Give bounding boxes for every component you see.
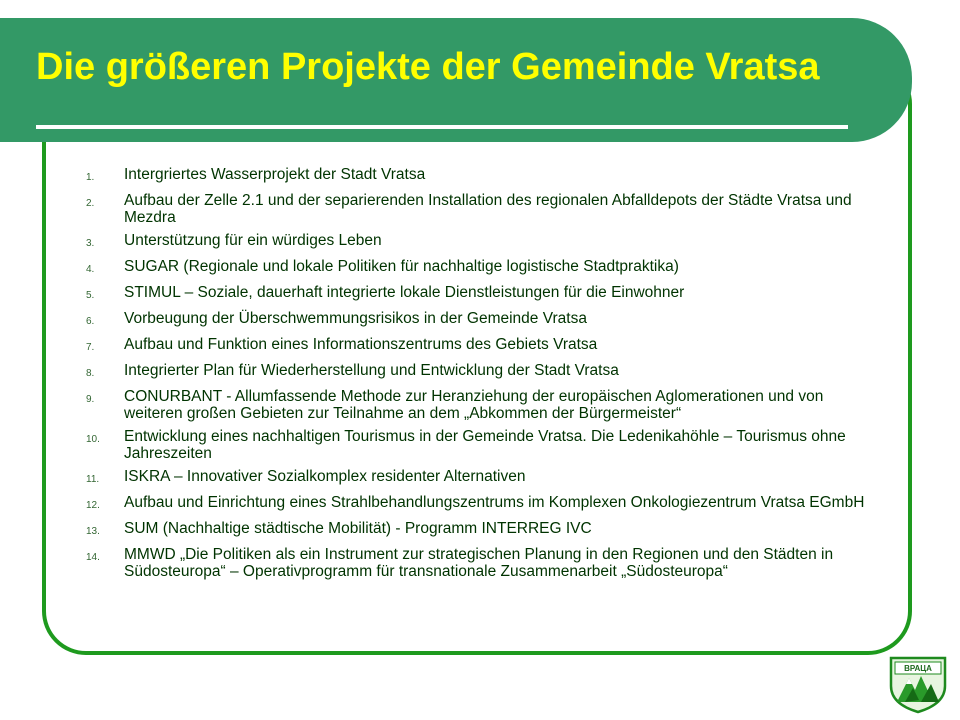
list-item	[86, 362, 876, 382]
list-item-text: SUGAR (Regionale und lokale Politiken für nachhaltige logistische Stadtpraktika)	[124, 258, 679, 275]
list-item	[86, 258, 876, 278]
list-item-text: ISKRA – Innovativer Sozialkomplex residenter Alternativen	[124, 468, 526, 485]
list-item	[86, 232, 876, 252]
list-item-text: Integrierter Plan für Wiederherstellung und Entwicklung der Stadt Vratsa	[124, 362, 619, 379]
list-item-text: Aufbau der Zelle 2.1 und der separierenden Installation des regionalen Abfalldepots der Städte Vratsa und Mezdra	[124, 192, 852, 226]
list-item-text: STIMUL – Soziale, dauerhaft integrierte lokale Dienstleistungen für die Einwohner	[124, 284, 685, 301]
list-item-number: 10.	[86, 434, 100, 445]
list-item-text: Entwicklung eines nachhaltigen Tourismus in der Gemeinde Vratsa. Die Ledenikahöhle – Tourismus ohne Jahreszeiten	[124, 428, 846, 462]
list-item-number: 12.	[86, 500, 100, 511]
slide-title: Die größeren Projekte der Gemeinde Vratsa	[36, 46, 820, 88]
list-item-text: MMWD „Die Politiken als ein Instrument zur strategischen Planung in den Regionen und den Städten in Südosteuropa“ – Operativprogramm für transnationale Zusammenarbeit „Südosteuropa“	[124, 546, 834, 580]
list-item-number: 5.	[86, 290, 95, 301]
list-item-text: Unterstützung für ein würdiges Leben	[124, 232, 382, 249]
list-item	[86, 166, 876, 186]
list-item	[86, 520, 876, 540]
list-item-number: 11.	[86, 474, 100, 485]
title-underline	[36, 125, 848, 129]
list-item-text: Aufbau und Einrichtung eines Strahlbehandlungszentrums im Komplexen Onkologiezentrum Vratsa EGmbH	[124, 494, 865, 511]
list-item	[86, 546, 876, 580]
list-item-number: 4.	[86, 264, 95, 275]
list-item	[86, 336, 876, 356]
list-item	[86, 428, 876, 462]
list-item-text: Intergriertes Wasserprojekt der Stadt Vratsa	[124, 166, 426, 183]
list-item-number: 9.	[86, 394, 95, 405]
list-item	[86, 494, 876, 514]
list-item	[86, 310, 876, 330]
project-list	[86, 166, 876, 586]
list-item-number: 8.	[86, 368, 95, 379]
list-item-text: Vorbeugung der Überschwemmungsrisikos in der Gemeinde Vratsa	[124, 310, 587, 327]
vratsa-coat-of-arms-logo	[887, 652, 949, 714]
list-item-number: 13.	[86, 526, 100, 537]
logo-lettering: ВРАЦА	[904, 664, 932, 673]
list-item-text: CONURBANT - Allumfassende Methode zur Heranziehung der europäischen Aglomerationen und von weiteren großen Gebieten zur Teilnahme an dem „Abkommen der Bürgermeister“	[124, 388, 824, 422]
list-item	[86, 388, 876, 422]
list-item-number: 3.	[86, 238, 95, 249]
list-item	[86, 192, 876, 226]
list-item-number: 2.	[86, 198, 95, 209]
list-item-text: SUM (Nachhaltige städtische Mobilität) - Programm INTERREG IVC	[124, 520, 592, 537]
list-item-number: 1.	[86, 172, 95, 183]
list-item-number: 14.	[86, 552, 100, 563]
list-item	[86, 468, 876, 488]
list-item-number: 6.	[86, 316, 95, 327]
list-item-number: 7.	[86, 342, 95, 353]
list-item-text: Aufbau und Funktion eines Informationszentrums des Gebiets Vratsa	[124, 336, 598, 353]
list-item	[86, 284, 876, 304]
